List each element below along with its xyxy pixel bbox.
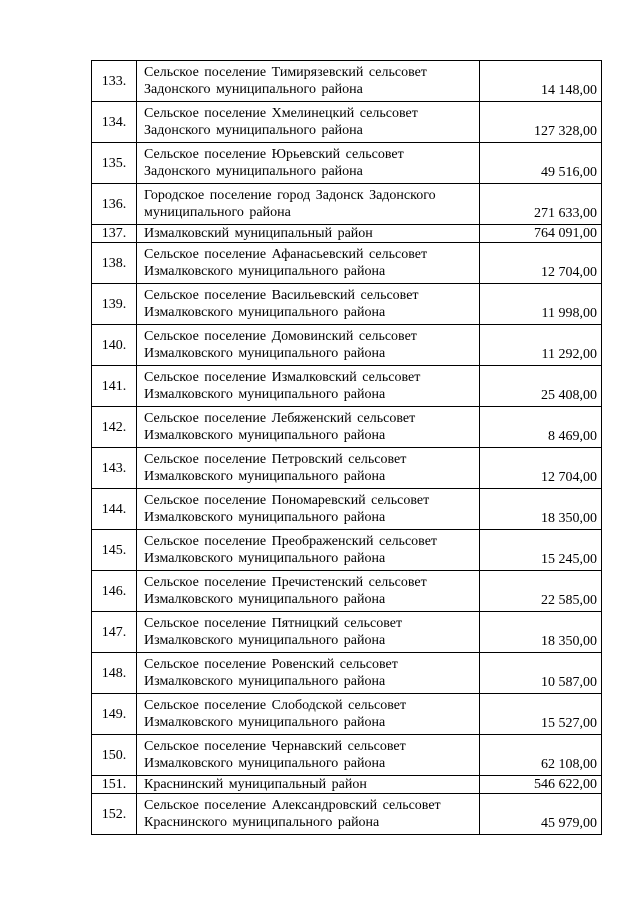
row-number: 133. xyxy=(92,61,137,102)
amount-value: 8 469,00 xyxy=(480,407,602,448)
municipality-name: Сельское поселение Слободской сельсовет Измалковского муниципального района xyxy=(137,694,480,735)
table-row xyxy=(92,489,602,530)
amount-value: 18 350,00 xyxy=(480,489,602,530)
row-number: 149. xyxy=(92,694,137,735)
municipality-name: Городское поселение город Задонск Задонского муниципального района xyxy=(137,184,480,225)
amount-value: 45 979,00 xyxy=(480,794,602,835)
amount-value: 764 091,00 xyxy=(480,225,602,243)
table-row xyxy=(92,571,602,612)
row-number: 139. xyxy=(92,284,137,325)
row-number: 146. xyxy=(92,571,137,612)
municipality-name: Измалковский муниципальный район xyxy=(137,225,480,243)
municipality-name: Сельское поселение Юрьевский сельсовет Задонского муниципального района xyxy=(137,143,480,184)
table-row xyxy=(92,530,602,571)
table-row xyxy=(92,366,602,407)
amount-value: 15 245,00 xyxy=(480,530,602,571)
amount-value: 18 350,00 xyxy=(480,612,602,653)
amount-value: 11 998,00 xyxy=(480,284,602,325)
table-row xyxy=(92,735,602,776)
municipality-name: Сельское поселение Преображенский сельсовет Измалковского муниципального района xyxy=(137,530,480,571)
amount-value: 10 587,00 xyxy=(480,653,602,694)
municipality-name: Сельское поселение Измалковский сельсовет Измалковского муниципального района xyxy=(137,366,480,407)
row-number: 148. xyxy=(92,653,137,694)
table-row xyxy=(92,325,602,366)
amount-value: 49 516,00 xyxy=(480,143,602,184)
municipality-name: Сельское поселение Афанасьевский сельсовет Измалковского муниципального района xyxy=(137,243,480,284)
table-row xyxy=(92,612,602,653)
table-body xyxy=(92,61,602,835)
municipality-name: Сельское поселение Васильевский сельсовет Измалковского муниципального района xyxy=(137,284,480,325)
amount-value: 22 585,00 xyxy=(480,571,602,612)
amount-value: 15 527,00 xyxy=(480,694,602,735)
municipality-name: Сельское поселение Ровенский сельсовет Измалковского муниципального района xyxy=(137,653,480,694)
table-row xyxy=(92,225,602,243)
amount-value: 11 292,00 xyxy=(480,325,602,366)
municipality-name: Сельское поселение Чернавский сельсовет Измалковского муниципального района xyxy=(137,735,480,776)
table-row xyxy=(92,653,602,694)
municipality-name: Сельское поселение Александровский сельсовет Краснинского муниципального района xyxy=(137,794,480,835)
row-number: 144. xyxy=(92,489,137,530)
allocation-table xyxy=(91,60,602,835)
table-row xyxy=(92,794,602,835)
table-row xyxy=(92,102,602,143)
table-row xyxy=(92,184,602,225)
table-row xyxy=(92,243,602,284)
municipality-name: Сельское поселение Лебяженский сельсовет Измалковского муниципального района xyxy=(137,407,480,448)
amount-value: 546 622,00 xyxy=(480,776,602,794)
row-number: 137. xyxy=(92,225,137,243)
row-number: 141. xyxy=(92,366,137,407)
row-number: 145. xyxy=(92,530,137,571)
municipality-name: Сельское поселение Домовинский сельсовет Измалковского муниципального района xyxy=(137,325,480,366)
row-number: 135. xyxy=(92,143,137,184)
row-number: 150. xyxy=(92,735,137,776)
table-row xyxy=(92,776,602,794)
municipality-name: Сельское поселение Пономаревский сельсовет Измалковского муниципального района xyxy=(137,489,480,530)
municipality-name: Сельское поселение Тимирязевский сельсовет Задонского муниципального района xyxy=(137,61,480,102)
municipality-name: Краснинский муниципальный район xyxy=(137,776,480,794)
amount-value: 62 108,00 xyxy=(480,735,602,776)
row-number: 140. xyxy=(92,325,137,366)
row-number: 147. xyxy=(92,612,137,653)
municipality-name: Сельское поселение Петровский сельсовет Измалковского муниципального района xyxy=(137,448,480,489)
table-row xyxy=(92,61,602,102)
table-row xyxy=(92,694,602,735)
amount-value: 12 704,00 xyxy=(480,243,602,284)
row-number: 151. xyxy=(92,776,137,794)
municipality-name: Сельское поселение Хмелинецкий сельсовет Задонского муниципального района xyxy=(137,102,480,143)
row-number: 138. xyxy=(92,243,137,284)
table-row xyxy=(92,284,602,325)
municipality-name: Сельское поселение Пречистенский сельсовет Измалковского муниципального района xyxy=(137,571,480,612)
row-number: 142. xyxy=(92,407,137,448)
table-row xyxy=(92,143,602,184)
amount-value: 25 408,00 xyxy=(480,366,602,407)
table-row xyxy=(92,448,602,489)
municipality-name: Сельское поселение Пятницкий сельсовет Измалковского муниципального района xyxy=(137,612,480,653)
amount-value: 12 704,00 xyxy=(480,448,602,489)
row-number: 134. xyxy=(92,102,137,143)
row-number: 136. xyxy=(92,184,137,225)
amount-value: 14 148,00 xyxy=(480,61,602,102)
amount-value: 127 328,00 xyxy=(480,102,602,143)
row-number: 152. xyxy=(92,794,137,835)
table-row xyxy=(92,407,602,448)
amount-value: 271 633,00 xyxy=(480,184,602,225)
row-number: 143. xyxy=(92,448,137,489)
